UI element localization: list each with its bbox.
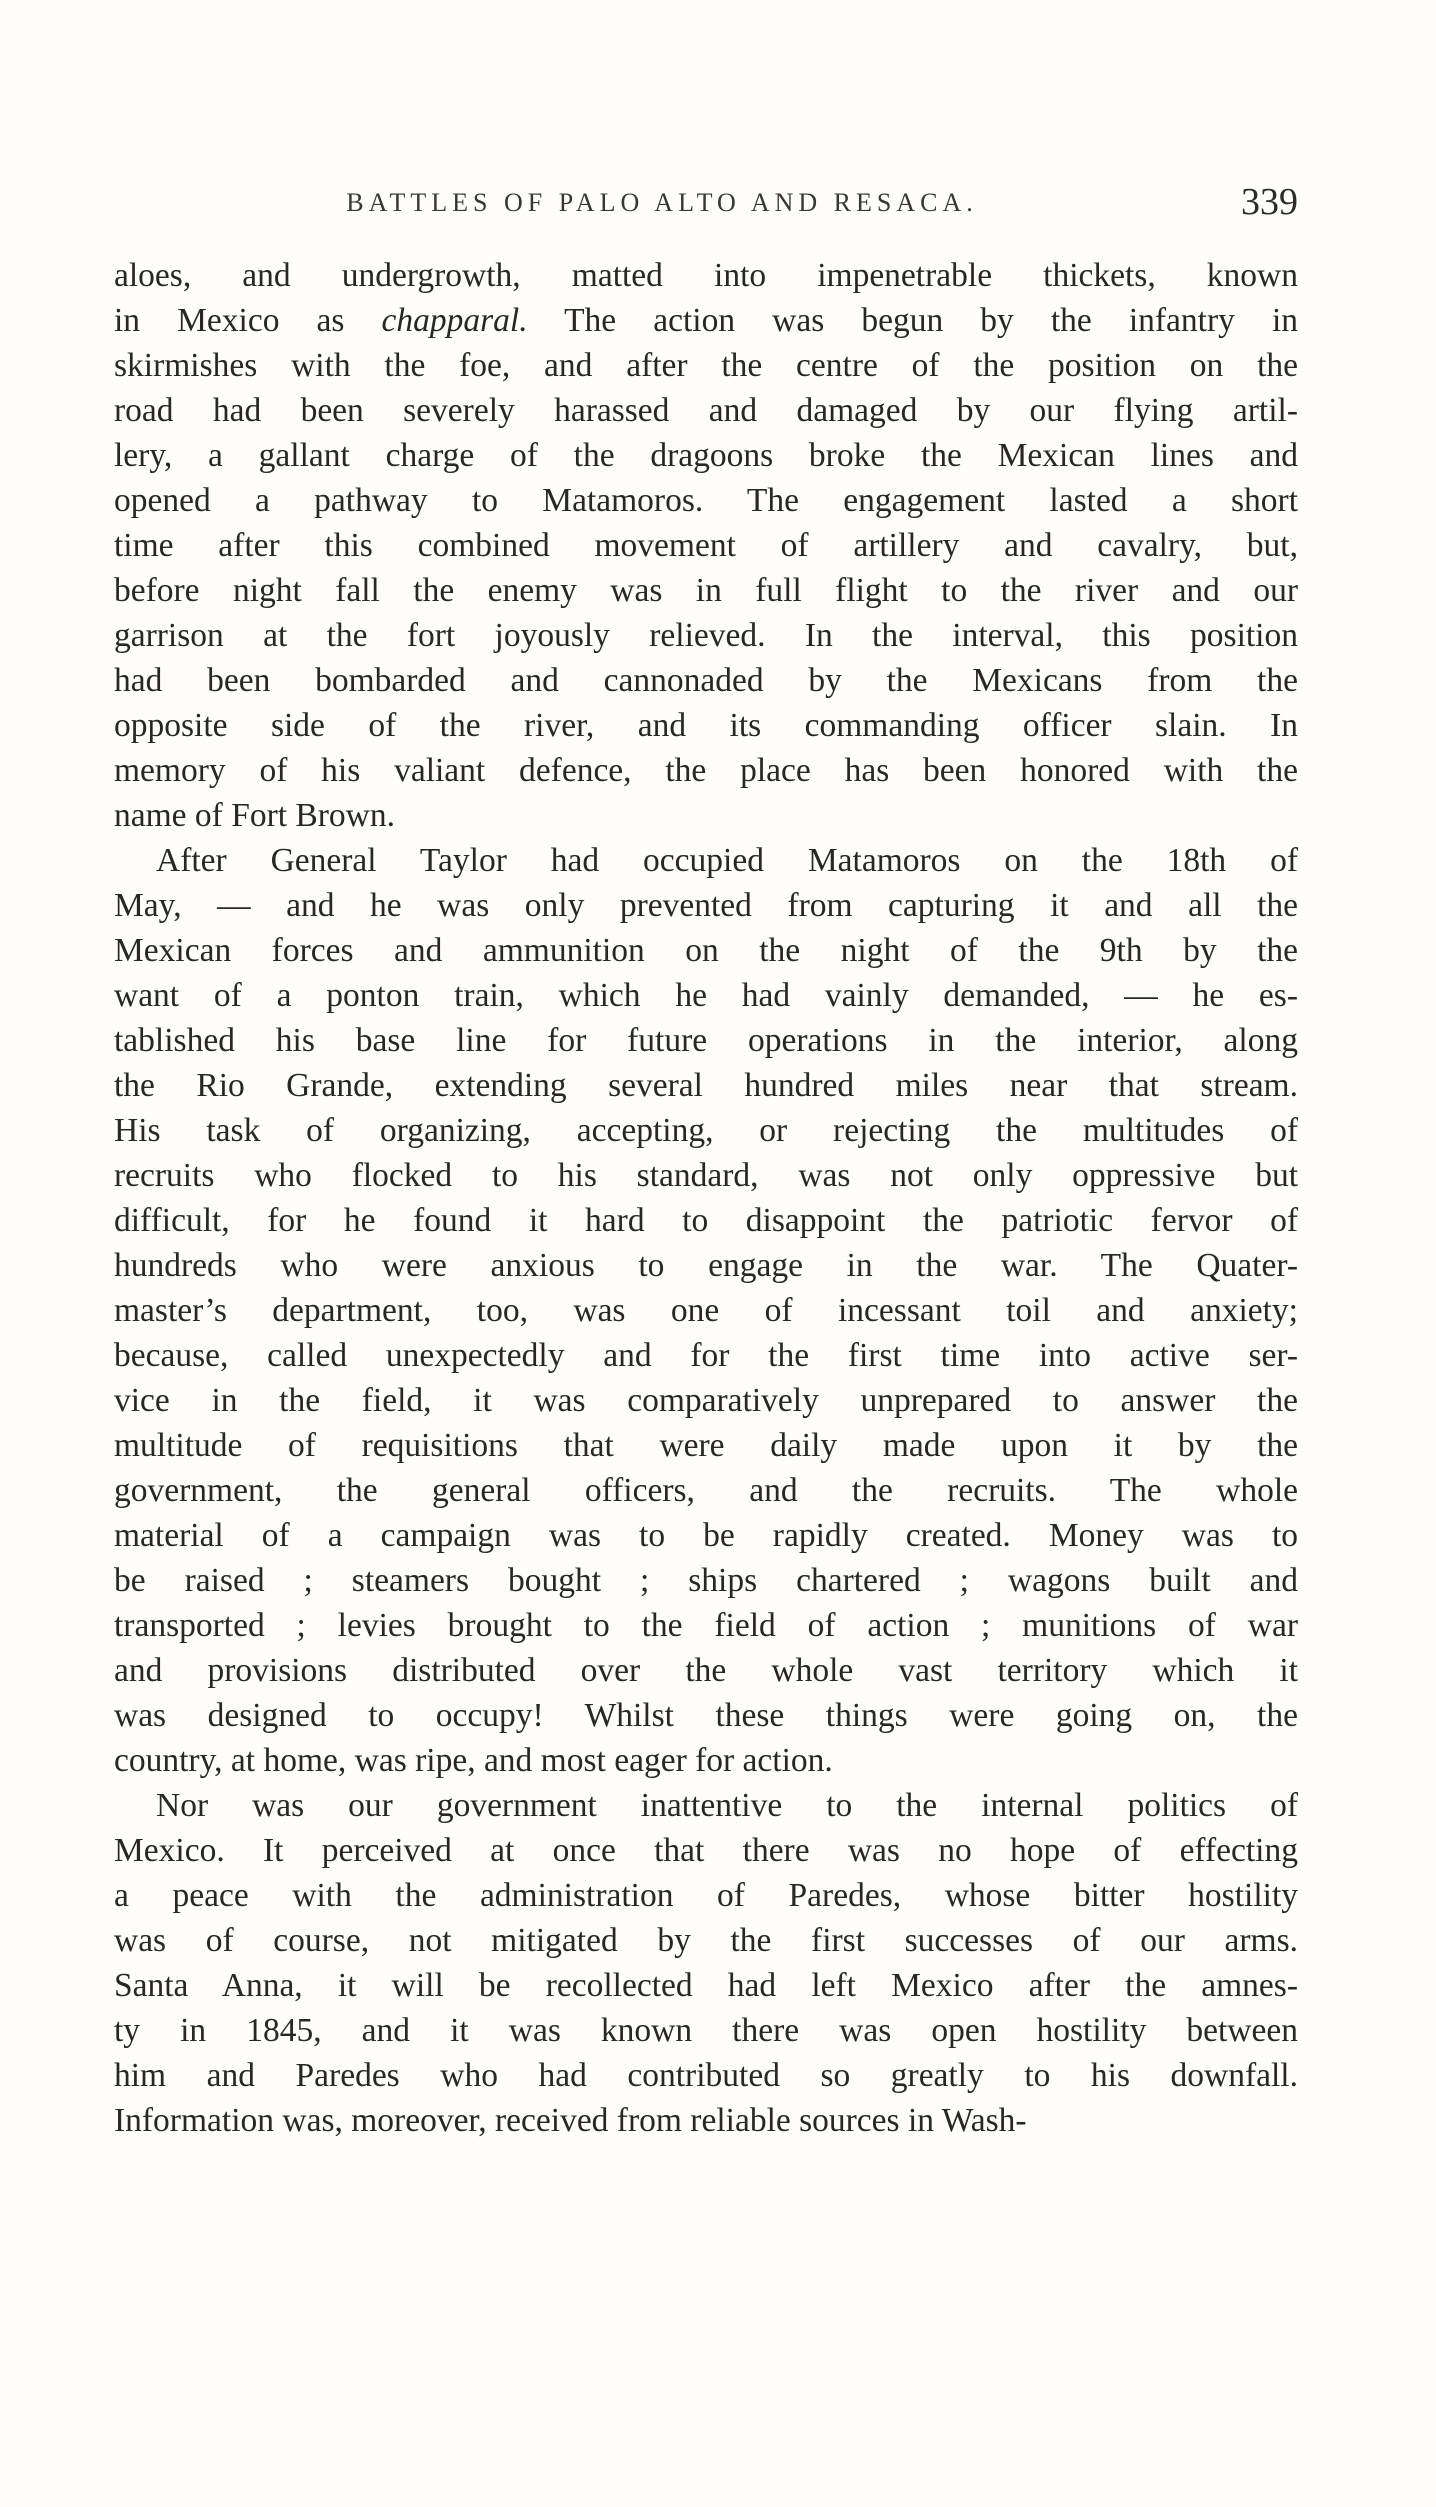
text-segment: government, the general officers, and the recruits. The whole bbox=[114, 1472, 1298, 1509]
text-segment: garrison at the fort joyously relieved. In the interval, this position bbox=[114, 617, 1298, 654]
text-segment: in Mexico as bbox=[114, 302, 382, 339]
text-segment: Mexican forces and ammunition on the night of the 9th by the bbox=[114, 932, 1298, 969]
italic-term: chapparal. bbox=[381, 302, 528, 339]
text-segment: the Rio Grande, extending several hundred miles near that stream. bbox=[114, 1067, 1298, 1104]
text-line bbox=[114, 2008, 1298, 2053]
text-line bbox=[114, 883, 1298, 928]
text-segment: be raised ; steamers bought ; ships chartered ; wagons built and bbox=[114, 1562, 1298, 1599]
text-line bbox=[114, 298, 1298, 343]
text-line bbox=[114, 1513, 1298, 1558]
text-line bbox=[114, 928, 1298, 973]
text-line bbox=[114, 793, 1298, 838]
text-line bbox=[114, 1738, 1298, 1783]
text-line bbox=[114, 1018, 1298, 1063]
text-line bbox=[114, 1468, 1298, 1513]
text-line bbox=[114, 1918, 1298, 1963]
text-segment: want of a ponton train, which he had vainly demanded, — he es- bbox=[114, 977, 1298, 1014]
text-line bbox=[114, 1873, 1298, 1918]
text-line bbox=[114, 838, 1298, 883]
text-segment: country, at home, was ripe, and most eager for action. bbox=[114, 1742, 833, 1779]
text-line bbox=[114, 343, 1298, 388]
text-segment: Nor was our government inattentive to the internal politics of bbox=[156, 1787, 1298, 1824]
text-segment: aloes, and undergrowth, matted into impenetrable thickets, known bbox=[114, 257, 1298, 294]
text-segment: memory of his valiant defence, the place has been honored with the bbox=[114, 752, 1298, 789]
text-line bbox=[114, 1378, 1298, 1423]
text-segment: and provisions distributed over the whole vast territory which it bbox=[114, 1652, 1298, 1689]
text-segment: recruits who flocked to his standard, was not only oppressive but bbox=[114, 1157, 1298, 1194]
text-segment: before night fall the enemy was in full flight to the river and our bbox=[114, 572, 1298, 609]
text-segment: transported ; levies brought to the field of action ; munitions of war bbox=[114, 1607, 1298, 1644]
text-line bbox=[114, 973, 1298, 1018]
text-segment: Mexico. It perceived at once that there was no hope of effecting bbox=[114, 1832, 1298, 1869]
text-segment: opened a pathway to Matamoros. The engagement lasted a short bbox=[114, 482, 1298, 519]
text-segment: multitude of requisitions that were daily made upon it by the bbox=[114, 1427, 1298, 1464]
text-segment: ty in 1845, and it was known there was open hostility between bbox=[114, 2012, 1298, 2049]
running-head bbox=[114, 180, 1298, 232]
text-line bbox=[114, 658, 1298, 703]
text-line bbox=[114, 1603, 1298, 1648]
page-number: 339 bbox=[1241, 181, 1298, 223]
body-text bbox=[114, 253, 1298, 2143]
text-segment: vice in the field, it was comparatively unprepared to answer the bbox=[114, 1382, 1298, 1419]
text-line bbox=[114, 478, 1298, 523]
text-line bbox=[114, 1693, 1298, 1738]
text-segment: was designed to occupy! Whilst these things were going on, the bbox=[114, 1697, 1298, 1734]
text-segment: After General Taylor had occupied Matamoros on the 18th of bbox=[156, 842, 1298, 879]
text-segment: a peace with the administration of Paredes, whose bitter hostility bbox=[114, 1877, 1298, 1914]
text-line bbox=[114, 1153, 1298, 1198]
text-segment: road had been severely harassed and damaged by our flying artil- bbox=[114, 392, 1298, 429]
text-segment: time after this combined movement of artillery and cavalry, but, bbox=[114, 527, 1298, 564]
text-line bbox=[114, 1288, 1298, 1333]
text-line bbox=[114, 1243, 1298, 1288]
text-segment: tablished his base line for future operations in the interior, along bbox=[114, 1022, 1298, 1059]
text-segment: The action was begun by the infantry in bbox=[527, 302, 1299, 339]
text-segment: Santa Anna, it will be recollected had left Mexico after the amnes- bbox=[114, 1967, 1298, 2004]
text-segment: was of course, not mitigated by the first successes of our arms. bbox=[114, 1922, 1298, 1959]
text-line bbox=[114, 1423, 1298, 1468]
text-segment: him and Paredes who had contributed so greatly to his downfall. bbox=[114, 2057, 1298, 2094]
text-segment: had been bombarded and cannonaded by the Mexicans from the bbox=[114, 662, 1298, 699]
text-segment: because, called unexpectedly and for the first time into active ser- bbox=[114, 1337, 1298, 1374]
text-line bbox=[114, 1963, 1298, 2008]
text-segment: opposite side of the river, and its commanding officer slain. In bbox=[114, 707, 1298, 744]
text-segment: May, — and he was only prevented from capturing it and all the bbox=[114, 887, 1298, 924]
text-line bbox=[114, 703, 1298, 748]
text-segment: hundreds who were anxious to engage in the war. The Quater- bbox=[114, 1247, 1298, 1284]
text-segment: His task of organizing, accepting, or rejecting the multitudes of bbox=[114, 1112, 1298, 1149]
text-line bbox=[114, 2053, 1298, 2098]
text-segment: skirmishes with the foe, and after the centre of the position on the bbox=[114, 347, 1298, 384]
text-segment: lery, a gallant charge of the dragoons broke the Mexican lines and bbox=[114, 437, 1298, 474]
running-title: BATTLES OF PALO ALTO AND RESACA. bbox=[346, 188, 978, 217]
text-segment: material of a campaign was to be rapidly created. Money was to bbox=[114, 1517, 1298, 1554]
text-line bbox=[114, 1648, 1298, 1693]
text-line bbox=[114, 1063, 1298, 1108]
text-line bbox=[114, 1783, 1298, 1828]
text-segment: difficult, for he found it hard to disappoint the patriotic fervor of bbox=[114, 1202, 1298, 1239]
text-line bbox=[114, 388, 1298, 433]
text-segment: name of Fort Brown. bbox=[114, 797, 395, 834]
text-line bbox=[114, 1828, 1298, 1873]
text-line bbox=[114, 1558, 1298, 1603]
text-line bbox=[114, 523, 1298, 568]
text-segment: master’s department, too, was one of incessant toil and anxiety; bbox=[114, 1292, 1298, 1329]
text-line bbox=[114, 253, 1298, 298]
text-line bbox=[114, 568, 1298, 613]
text-line bbox=[114, 2098, 1298, 2143]
text-segment: Information was, moreover, received from reliable sources in Wash- bbox=[114, 2102, 1027, 2139]
text-line bbox=[114, 748, 1298, 793]
text-line bbox=[114, 1333, 1298, 1378]
text-line bbox=[114, 1198, 1298, 1243]
text-line bbox=[114, 1108, 1298, 1153]
text-line bbox=[114, 433, 1298, 478]
text-line bbox=[114, 613, 1298, 658]
